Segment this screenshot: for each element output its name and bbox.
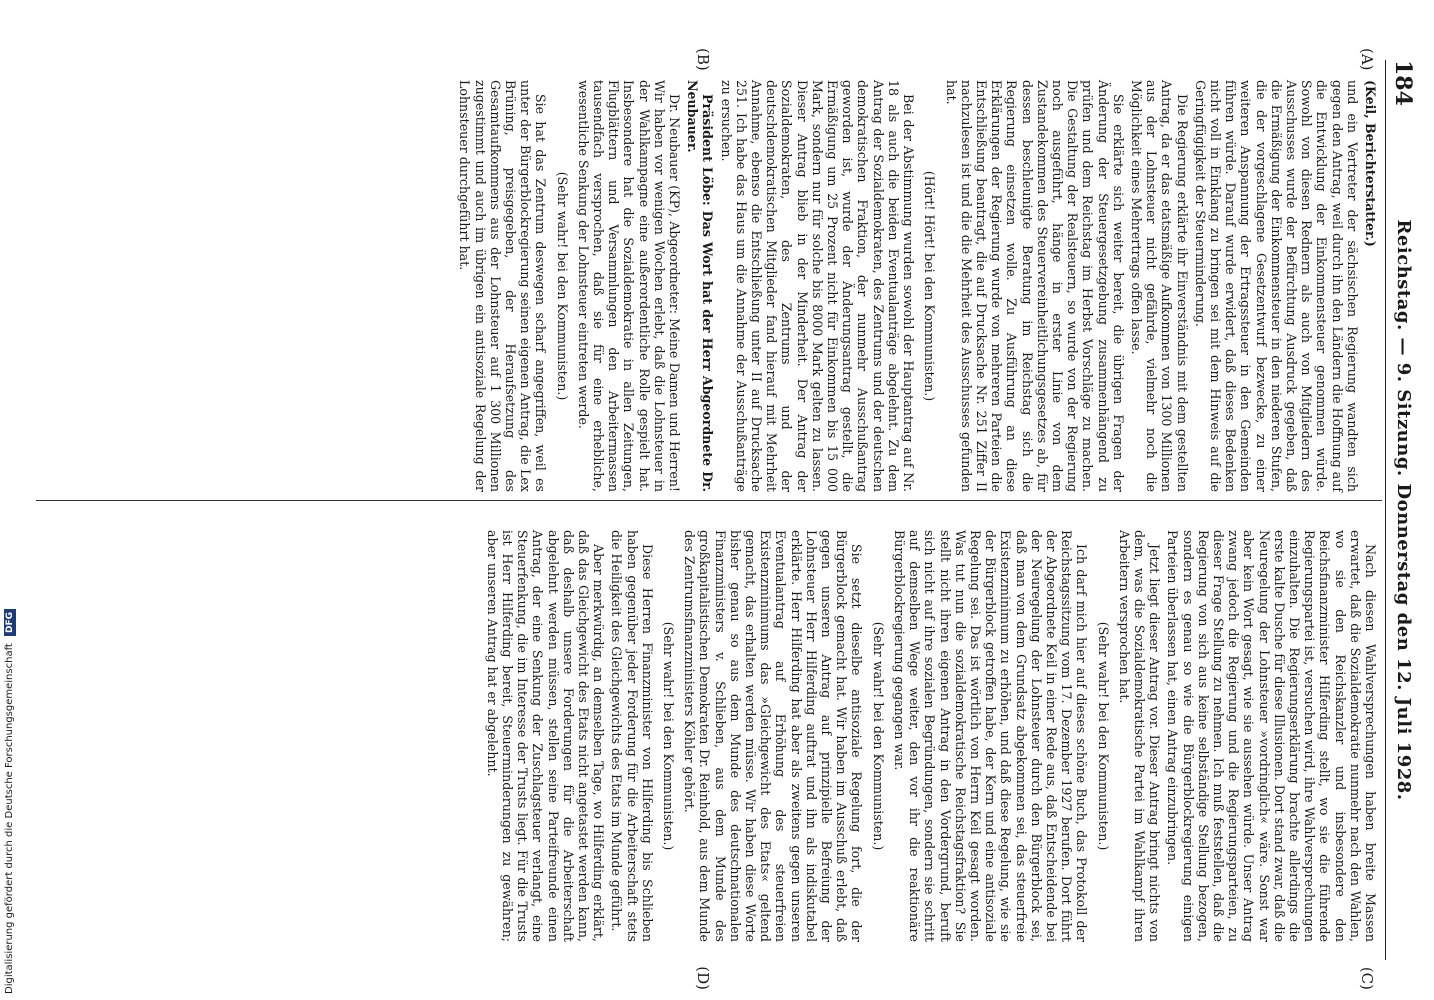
- interjection: (Hört! Hört! bei den Kommunisten.): [922, 170, 938, 402]
- paragraph: Diese Herren Finanzminister von Hilferding bis Schlieben haben gegenüber jeder Forderung für die Arbeiterschaft stets die Heiligkeit des Gleichgewichts des Etats im Munde geführt.: [609, 530, 655, 942]
- speaker-label: (Keil, Berichterstatter.): [1363, 80, 1378, 247]
- paragraph: und ein Vertreter der sächsischen Regierung wandten sich gegen den Antrag, weil durch ihn den Ländern die Hoffnung auf die Entwicklung der Einkommensteuer genommen würde. Sowohl von diesen Rednern als auch von Mitgliedern des Ausschusses wurde der Befürchtung Ausdruck gegeben, daß die Ermäßigung der Einkommensteuer in den niederen Stufen, die der vorgeschlagene Gesetzentwurf bezwecke, zu einer weiteren Anspannung der Ertragssteuer in den Gemeinden führen würde. Darauf wurde erwidert, daß dieses Bedenken nicht voll in Einklang zu bringen sei mit dem Hinweis auf die Geringfügigkeit der Steuerminderung.: [1192, 80, 1360, 492]
- paragraph: Sie hat das Zentrum deswegen scharf angegriffen, weil es unter der Bürgerblockregierung seinen eigenen Antrag, die Lex Brüning, preisgegeben, der Heraufsetzung des Gesamtaufkommens aus der Lohnsteuer auf 1 300 Millionen zugestimmt und auch im übrigen ein antisoziale Regelung der Lohnsteuer durchgeführt hat.: [457, 80, 549, 492]
- margin-mark-c: (C): [1358, 966, 1376, 990]
- paragraph: Aber merkwürdig, an demselben Tage, wo Hilferding erklärt, daß das Gleichgewicht des Etats nicht angetastet werden kann, daß deshalb unsere Forderungen für die Arbeiterschaft abgelehnt werden müssen, stellen seine Parteifreunde einen Antrag, der eine Senkung der Zuschlagsteuer verlangt, eine Steuerfenkung, die im Interesse der Trusts liegt. Für die Trusts ist Herr Hilferding bereit, Steuerminderungen zu gewähren; aber unseren Antrag hat er abgelehnt.: [484, 530, 607, 942]
- paragraph: Sie erklärte sich weiter bereit, die übrigen Fragen der Änderung der Steuergesetzgebung zusammenhängend zu prüfen und dem Reichstag im Herbst Vorschläge zu machen. Die Gestaltung der Realsteuern, so wurde von der Regierung noch ausgeführt, hänge in erster Linie von dem Zustandekommen des Steuervereinheitlichungsgesetzes ab, für dessen beschleunigte Beratung im Reichstag sich die Regierung einsetzen wolle. Zu Ausführung an diese Erklärungen der Regierung wurde von mehreren Parteien die Entschließung beantragt, die auf Drucksache Nr. 251 Ziffer II nachzulesen ist und die die Mehrheit des Ausschusses gefunden hat.: [943, 80, 1126, 492]
- paragraph: Jetzt liegt dieser Antrag vor. Dieser Antrag bringt nichts von dem, was die Sozialdemokratische Partei im Wahlkampf ihren Arbeitern versprochen hat.: [1116, 530, 1163, 942]
- left-column: [454, 80, 1378, 492]
- page-header: [1388, 60, 1416, 960]
- paragraph: Nach diesen Wahlversprechungen haben breite Massen erwartet, daß die Sozialdemokratie nunmehr nach den Wahlen, wo sie den Reichskanzler und insbesondere den Reichsfinanzminister Hilferding stellt, wo sie die führende Regierungspartei ist, versuchen wird, ihre Wahlversprechungen einzuhalten. Die Regierungserklärung brachte allerdings die erste kalte Dusche für diese Illusionen. Dort stand zwar, daß die Neuregelung der Lohnsteuer »vordringlich« wäre. Sonst war aber kein Wort gesagt, wie sie aussehen würde. Unser Antrag zwang jedoch die Regierung und die Regierungsparteien, zu dieser Frage Stellung zu nehmen. Ich muß feststellen, daß die Regierung von sich aus keine selbständige Stellung bezogen, sondern es genau so wie die Bürgerblockregierung einigen Parteien überlassen hat, einen Antrag einzubringen.: [1165, 530, 1378, 942]
- footer-strip: [0, 0, 18, 1000]
- interjection: (Sehr wahr! bei den Kommunisten.): [1095, 621, 1111, 851]
- right-column: [482, 530, 1378, 942]
- page-title: Reichstag. — 9. Sitzung. Donnerstag den 12. Juli 1928.: [1393, 219, 1414, 801]
- interjection: (Sehr wahr! bei den Kommunisten.): [554, 171, 570, 401]
- margin-mark-b: (B): [694, 48, 712, 71]
- interjection: (Sehr wahr! bei den Kommunisten.): [661, 621, 677, 851]
- margin-mark-a: (A): [1358, 48, 1376, 71]
- paragraph: Sie setzt dieselbe antisoziale Regelung fort, die der Bürgerblock gemacht hat. Wir haben im Ausschuß erlebt, daß gegen unseren Antrag auf prinzipielle Befreiung der Lohnsteuer Herr Hilferding auftrat und ihn als indiskutabel erklärte. Herr Hilferding hat aber als zweitens gegen unseren Eventualantrag auf Erhöhung des steuerfreien Existenzminimums das »Gleichgewicht des Etats« geltend gemacht, das erhalten werden müsse. Wir haben diese Worte bisher genau so aus dem Munde des deutschnationalen Finanzministers v. Schlieben, aus dem Munde des großkapitalistischen Demokraten Dr. Reinhold, aus dem Munde des Zentrumsfinanzministers Köhler gehört.: [682, 530, 865, 942]
- column-divider: [36, 500, 1382, 501]
- digitization-note: [4, 609, 16, 994]
- paragraph: Die Regierung erklärte ihr Einverständnis mit dem gestellten Antrag, da er das etatsmäßige Aufkommen von 1300 Millionen aus der Lohnsteuer nicht gefährde, vielmehr noch die Möglichkeit eines Mehrertrags offen lasse.: [1128, 80, 1190, 492]
- dfg-logo-icon: DFG: [4, 609, 16, 636]
- paragraph: Bei der Abstimmung wurden sowohl der Hauptantrag auf Nr. 18 als auch die beiden Eventualanträge abgelehnt. Zu dem Antrag der Sozialdemokraten, des Zentrums und der deutschen demokratischen Fraktion, der nunmehr Ausschußantrag geworden ist, wurde der Änderungsantrag gestellt, die Ermäßigung um 25 Prozent nicht für Einkommen bis 15 000 Mark, sondern nur für solche bis 8000 Mark gelten zu lassen. Dieser Antrag blieb in der Minderheit. Der Antrag der Sozialdemokraten, des Zentrums und der deutschdemokratischen Mitglieder fand hierauf mit Mehrheit Annahme, ebenso die Entschließung unter II auf Drucksache 251. Ich habe das Haus um die Annahme der Ausschußanträge zu ersuchen.: [718, 80, 917, 492]
- margin-mark-d: (D): [694, 966, 712, 990]
- page-number: 184: [1390, 60, 1416, 106]
- paragraph: Dr. Neubauer (KP), Abgeordneter: Meine Damen und Herren! Wir haben vor wenigen Wochen erlebt, daß die Lohnsteuer in der Wahlkampagne eine außerordentliche Rolle gespielt hat. Insbesondere hat die Sozialdemokratie in allen Zeitungen, Flugblättern und Versammlungen den Arbeitermassen tausendfach versprochen, daß sie für eine erhebliche, wesentliche Senkung der Lohnsteuer eintreten werde.: [575, 80, 683, 492]
- paragraph: Ich darf mich hier auf dieses schöne Buch, das Protokoll der Reichstagssitzung vom 17. Dezember 1927 berufen. Dort führt der Abgeordnete Keil in einer Rede aus, daß Entscheidende bei der Neuregelung der Lohnsteuer durch den Bürgerblock sei, daß man von dem Grundsatz abgekommen sei, das steuerfreie Existenzminimum zu erhöhen, und daß diese Regelung, wie sie der Bürgerblock getroffen habe, der Kern und eine antisoziale Regelung sei. Das ist wörtlich von Herrn Keil gesagt worden. Was tut nun die sozialdemokratische Reichstagsfraktion? Sie stellt nicht ihren eigenen Antrag in den Vordergrund, beruft sich nicht auf ihre sozialen Begründungen, sondern sie schritt auf demselben Wege weiter, den vor ihr die reaktionäre Bürgerblockregierung gegangen war.: [891, 530, 1090, 942]
- digitization-text: Digitalisierung gefördert durch die Deutsche Forschungsgemeinschaft: [4, 643, 15, 994]
- president-statement: Präsident Löbe: Das Wort hat der Herr Abgeordnete Dr. Neubauer.: [685, 80, 716, 492]
- header-rule: [1385, 60, 1386, 960]
- interjection: (Sehr wahr! bei den Kommunisten.): [870, 621, 886, 851]
